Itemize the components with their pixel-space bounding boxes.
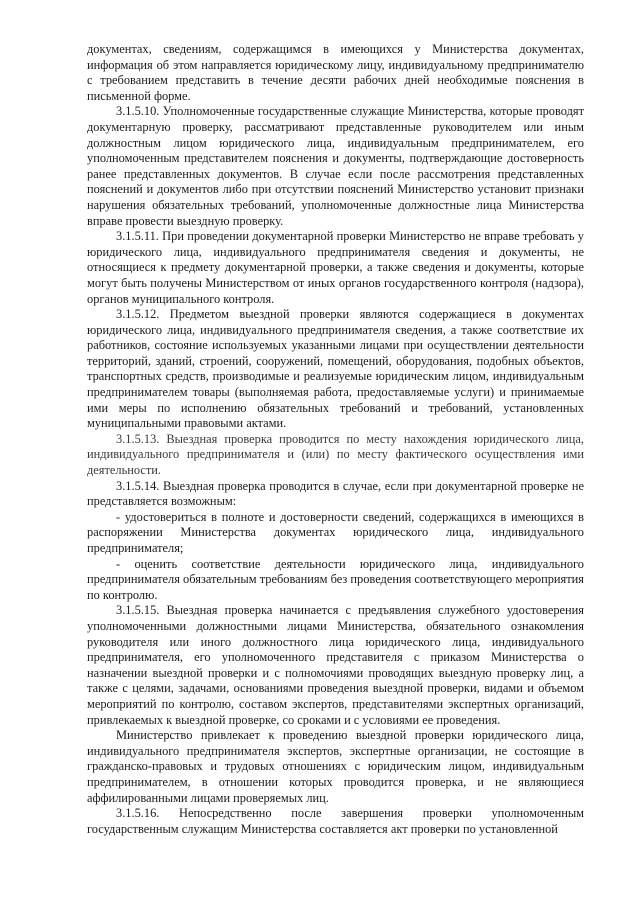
document-page xyxy=(87,42,584,837)
list-item-assess-compliance: - оценить соответствие деятельности юридического лица, индивидуального предпринимателя обязательным требованиям без проведения соответствующего мероприятия по контролю. xyxy=(87,556,584,602)
paragraph-3-1-5-11: 3.1.5.11. При проведении документарной проверки Министерство не вправе требовать у юридического лица, индивидуального предпринимателя сведения и документы, не относящиеся к предмету документарной проверки, а также сведения и документы, которые могут быть получены Министерством от иных органов государственного контроля (надзора), органов муниципального контроля. xyxy=(87,229,584,306)
paragraph-3-1-5-12: 3.1.5.12. Предметом выездной проверки являются содержащиеся в документах юридического лица, индивидуального предпринимателя сведения, а также соответствие их работников, состояние используемых указанными лицами при осуществлении деятельности территорий, зданий, строений, сооружений, помещений, оборудования, подобных объектов, транспортных средств, производимые и реализуемые юридическим лицом, индивидуальным предпринимателем товары (выполняемая работа, предоставляемые услуги) и принимаемые ими меры по исполнению обязательных требований и требований, установленных муниципальными правовыми актами. xyxy=(87,307,584,431)
paragraph-continuation: документах, сведениям, содержащимся в имеющихся у Министерства документах, информация об этом направляется юридическому лицу, индивидуальному предпринимателю с требованием представить в течение десяти рабочих дней необходимые пояснения в письменной форме. xyxy=(87,42,584,103)
paragraph-3-1-5-16: 3.1.5.16. Непосредственно после завершения проверки уполномоченным государственным служащим Министерства составляется акт проверки по установленной xyxy=(87,806,584,836)
paragraph-3-1-5-14: 3.1.5.14. Выездная проверка проводится в случае, если при документарной проверке не представляется возможным: xyxy=(87,478,584,509)
paragraph-3-1-5-15: 3.1.5.15. Выездная проверка начинается с предъявления служебного удостоверения уполномоченными должностными лицами Министерства, обязательного ознакомления руководителя или иного должностного лица юридического лица, индивидуального предпринимателя, его уполномоченного представителя с приказом Министерства о назначении выездной проверки и с полномочиями проводящих выездную проверку лиц, а также с целями, задачами, основаниями проведения выездной проверки, видами и объемом мероприятий по контролю, составом экспертов, представителями экспертных организаций, привлекаемых к выездной проверке, со сроками и с условиями ее проведения. xyxy=(87,603,584,727)
paragraph-3-1-5-13: 3.1.5.13. Выездная проверка проводится по месту нахождения юридического лица, индивидуального предпринимателя и (или) по месту фактического осуществления ими деятельности. xyxy=(87,431,584,478)
list-item-verify-completeness: - удостовериться в полноте и достоверности сведений, содержащихся в имеющихся в распоряжении Министерства документах юридического лица, индивидуального предпринимателя; xyxy=(87,509,584,555)
paragraph-3-1-5-10: 3.1.5.10. Уполномоченные государственные служащие Министерства, которые проводят документарную проверку, рассматривают представленные руководителем или иным должностным лицом юридического лица, индивидуальным предпринимателем, его уполномоченным представителем пояснения и документы, подтверждающие достоверность ранее представленных документов. В случае если после рассмотрения представленных пояснений и документов либо при отсутствии пояснений Министерство установит признаки нарушения обязательных требований, уполномоченные должностные лица Министерства вправе провести выездную проверку. xyxy=(87,104,584,228)
paragraph-experts: Министерство привлекает к проведению выездной проверки юридического лица, индивидуального предпринимателя экспертов, экспертные организации, не состоящие в гражданско-правовых и трудовых отношениях с юридическим лицом, индивидуальным предпринимателем, в отношении которых проводится проверка, и не являющиеся аффилированными лицами проверяемых лиц. xyxy=(87,728,584,805)
